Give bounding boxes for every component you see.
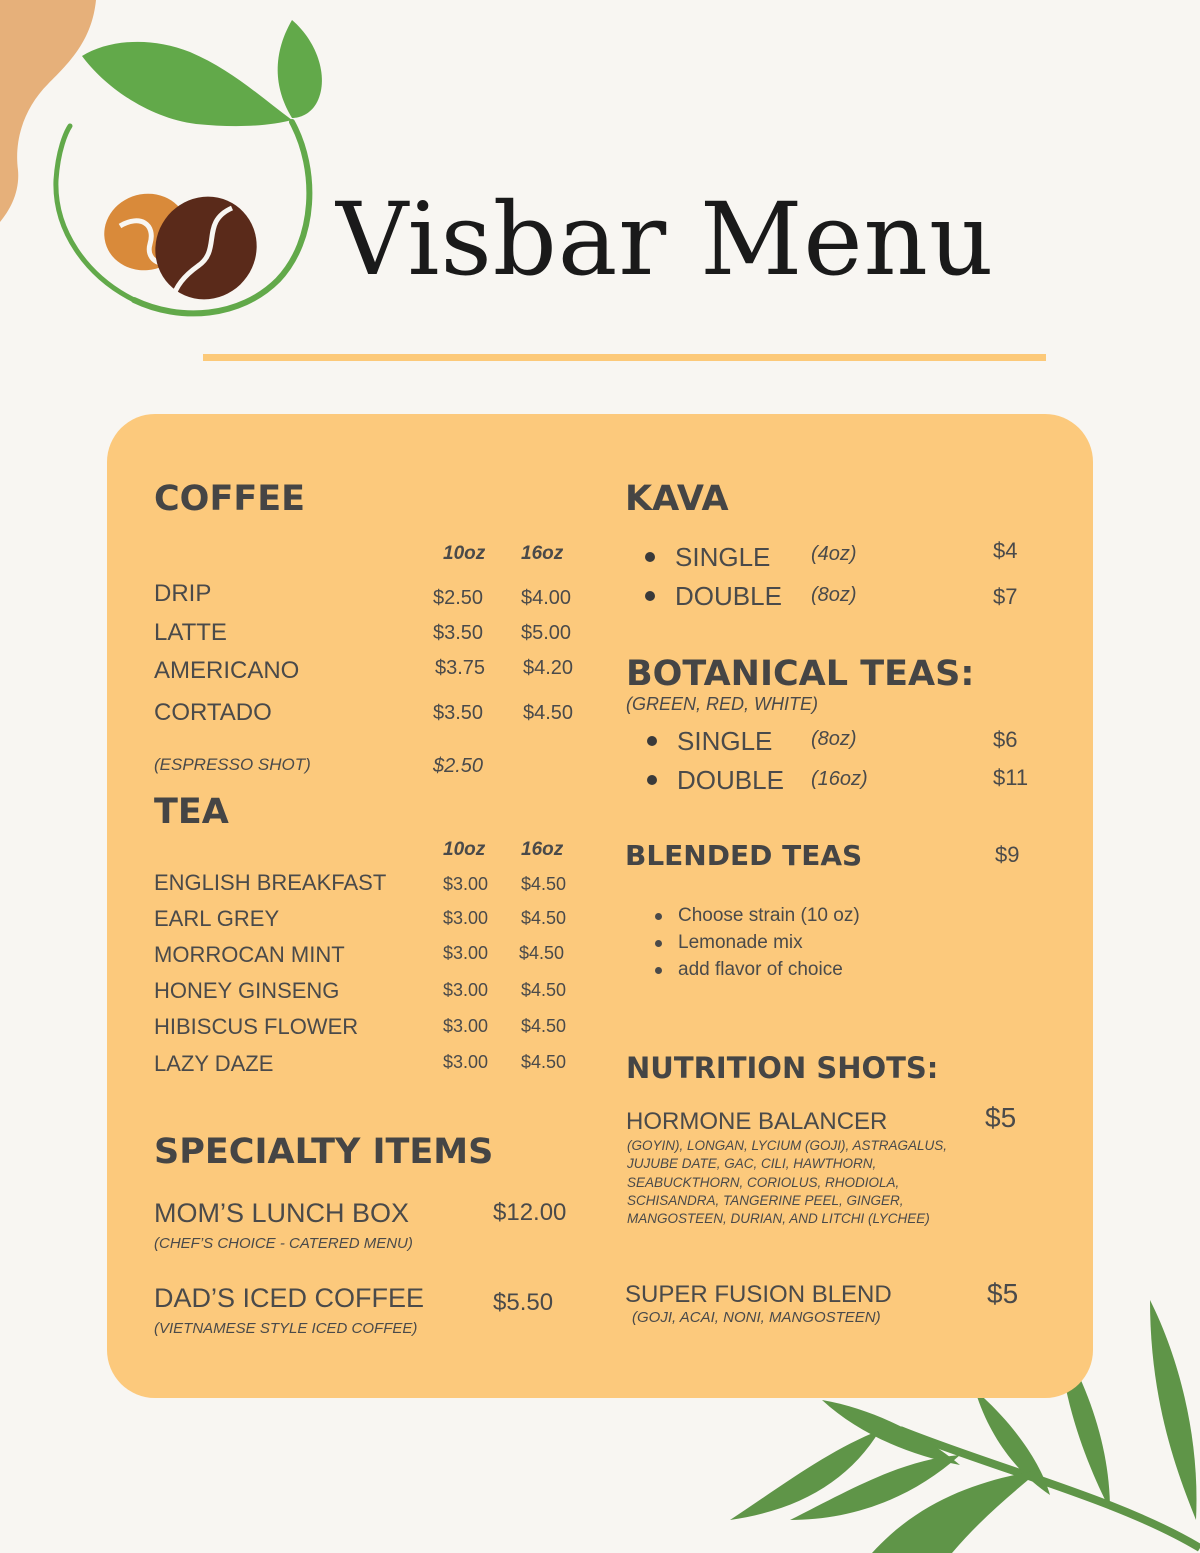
specialty-item-name: DAD’S ICED COFFEE <box>154 1283 425 1313</box>
kava-item-name: SINGLE <box>675 542 771 572</box>
tea-item-name: HIBISCUS FLOWER <box>154 1014 359 1039</box>
coffee-bean-leaf-logo <box>56 20 322 319</box>
tea-heading: TEA <box>154 792 229 832</box>
coffee-heading: COFFEE <box>154 479 306 519</box>
tea-item-large-price: $4.50 <box>521 980 567 1000</box>
specialty-item-price: $12.00 <box>493 1199 567 1226</box>
title-underline <box>203 354 1046 361</box>
nutrition-item-price: $5 <box>987 1278 1019 1309</box>
kava-bullet <box>645 591 655 601</box>
botanical-bullet <box>647 736 657 746</box>
tea-item-large-price: $4.50 <box>521 1016 567 1036</box>
tea-item-large-price: $4.50 <box>521 1052 567 1072</box>
kava-item-name: DOUBLE <box>675 581 782 611</box>
page-title: Visbar Menu <box>336 181 995 298</box>
kava-item-price: $4 <box>993 538 1018 563</box>
botanical-item-price: $11 <box>993 765 1029 790</box>
blended-step-bullet <box>655 967 662 974</box>
specialty-item-note: (VIETNAMESE STYLE ICED COFFEE) <box>154 1320 418 1337</box>
specialty-item-name: MOM’S LUNCH BOX <box>154 1198 410 1228</box>
tea-item-small-price: $3.00 <box>443 980 489 1000</box>
nutrition-heading: NUTRITION SHOTS: <box>626 1051 939 1085</box>
kava-item-size: (8oz) <box>811 584 857 606</box>
botanical-bullet <box>647 775 657 785</box>
coffee-item-large-price: $5.00 <box>521 622 572 644</box>
nutrition-item-price: $5 <box>985 1102 1017 1133</box>
kava-bullet <box>645 552 655 562</box>
blended-step-bullet <box>655 940 662 947</box>
tea-item-small-price: $3.00 <box>443 1016 489 1036</box>
specialty-item-price: $5.50 <box>493 1289 554 1316</box>
coffee-item-name: CORTADO <box>154 699 272 726</box>
tea-size-large-header: 16oz <box>521 839 564 860</box>
espresso-shot-price: $2.50 <box>433 755 484 777</box>
botanical-item-size: (16oz) <box>811 768 868 790</box>
specialty-item-note: (CHEF’S CHOICE - CATERED MENU) <box>154 1235 413 1252</box>
tea-size-small-header: 10oz <box>443 839 486 860</box>
nutrition-item-name: HORMONE BALANCER <box>626 1108 888 1135</box>
tea-item-name: HONEY GINSENG <box>154 978 340 1003</box>
tea-item-name: MORROCAN MINT <box>154 942 345 967</box>
botanical-subtitle: (GREEN, RED, WHITE) <box>626 694 818 714</box>
botanical-heading: BOTANICAL TEAS: <box>626 654 975 694</box>
espresso-shot-label: (ESPRESSO SHOT) <box>154 755 311 774</box>
kava-heading: KAVA <box>625 479 729 519</box>
tea-item-large-price: $4.50 <box>519 943 565 963</box>
tea-item-small-price: $3.00 <box>443 874 489 894</box>
botanical-item-size: (8oz) <box>811 728 857 750</box>
tea-item-small-price: $3.00 <box>443 943 489 963</box>
tea-item-name: EARL GREY <box>154 906 280 931</box>
tea-item-small-price: $3.00 <box>443 1052 489 1072</box>
coffee-item-large-price: $4.00 <box>521 587 572 609</box>
tea-item-name: LAZY DAZE <box>154 1051 274 1076</box>
coffee-item-name: AMERICANO <box>154 657 300 684</box>
coffee-size-large-header: 16oz <box>521 543 564 564</box>
tea-item-large-price: $4.50 <box>521 908 567 928</box>
tea-item-large-price: $4.50 <box>521 874 567 894</box>
coffee-item-name: LATTE <box>154 619 227 646</box>
coffee-item-large-price: $4.20 <box>523 657 574 679</box>
blended-price: $9 <box>995 842 1020 867</box>
coffee-item-name: DRIP <box>154 580 212 607</box>
coffee-item-small-price: $2.50 <box>433 587 484 609</box>
tea-item-name: ENGLISH BREAKFAST <box>154 870 387 895</box>
kava-item-size: (4oz) <box>811 543 857 565</box>
botanical-item-price: $6 <box>993 727 1018 752</box>
blended-step-bullet <box>655 913 662 920</box>
blended-step: add flavor of choice <box>678 959 843 980</box>
blended-step: Lemonade mix <box>678 932 803 953</box>
botanical-item-name: DOUBLE <box>677 765 784 795</box>
coffee-item-small-price: $3.50 <box>433 622 484 644</box>
nutrition-item-name: SUPER FUSION BLEND <box>625 1281 892 1308</box>
blended-step: Choose strain (10 oz) <box>678 905 860 926</box>
specialty-heading: SPECIALTY ITEMS <box>154 1132 494 1172</box>
blended-heading: BLENDED TEAS <box>625 839 863 872</box>
coffee-size-small-header: 10oz <box>443 543 486 564</box>
corner-blob-decoration <box>0 0 96 222</box>
nutrition-item-ingredients: (GOJI, ACAI, NONI, MANGOSTEEN) <box>632 1309 881 1326</box>
coffee-item-small-price: $3.50 <box>433 702 484 724</box>
kava-item-price: $7 <box>993 584 1018 609</box>
coffee-item-small-price: $3.75 <box>435 657 486 679</box>
nutrition-item-ingredients: (GOYIN), LONGAN, LYCIUM (GOJI), ASTRAGALUS, JUJUBE DATE, GAC, CILI, HAWTHORN, SEABUCKTHORN, CORIOLUS, RHODIOLA, SCHISANDRA, TANGERINE PEEL, GINGER, MANGOSTEEN, DURIAN, AND LITCHI (LYCHEE) <box>627 1138 948 1227</box>
tea-item-small-price: $3.00 <box>443 908 489 928</box>
botanical-item-name: SINGLE <box>677 726 773 756</box>
coffee-item-large-price: $4.50 <box>523 702 574 724</box>
